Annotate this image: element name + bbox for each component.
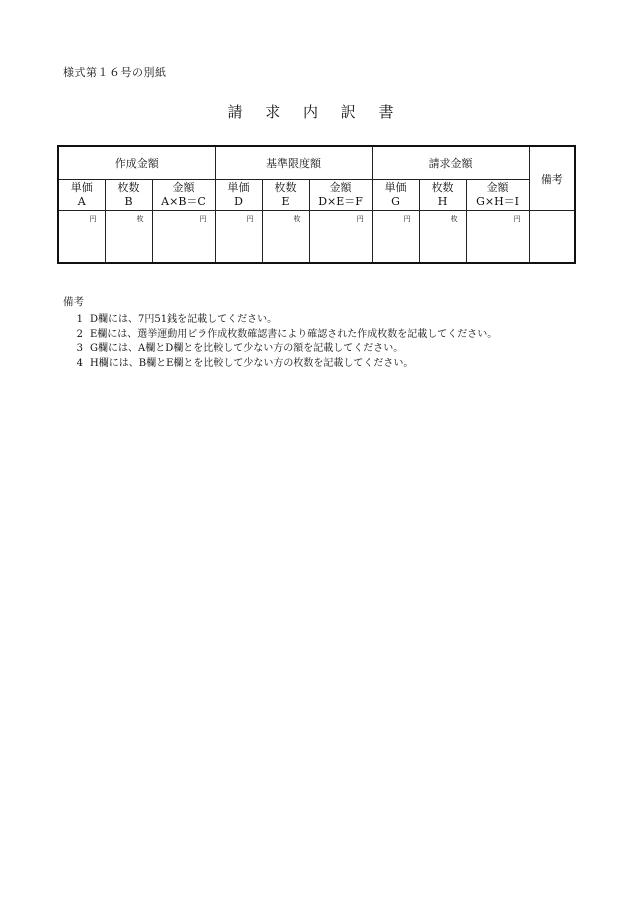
entry-cell-h[interactable]: 枚 xyxy=(419,211,466,264)
note-text: D欄には、7円51銭を記載してください。 xyxy=(90,314,278,325)
notes-heading: 備考 xyxy=(63,296,84,308)
column-header-d: 単価 D xyxy=(215,180,262,211)
column-header-a: 単価 A xyxy=(58,180,105,211)
group-header-claim-amount: 請求金額 xyxy=(372,146,529,180)
note-number: 1 xyxy=(76,314,83,325)
note-text: E欄には、選挙運動用ビラ作成枚数確認書により確認された作成枚数を記載してください。 xyxy=(90,328,498,340)
note-item xyxy=(63,328,497,343)
column-header-g: 単価 G xyxy=(372,180,419,211)
document-title: 請 求 内 訳 書 xyxy=(227,103,403,121)
breakdown-table xyxy=(57,145,576,264)
entry-cell-d[interactable]: 円 xyxy=(215,211,262,264)
note-number: 2 xyxy=(76,328,83,340)
notes-section xyxy=(63,294,497,371)
column-header-e: 枚数 E xyxy=(262,180,309,211)
note-number: 3 xyxy=(76,343,83,354)
column-header-i: 金額 G×H＝I xyxy=(466,180,529,211)
column-header-h: 枚数 H xyxy=(419,180,466,211)
note-text: H欄には、B欄とE欄とを比較して少ない方の枚数を記載してください。 xyxy=(90,357,414,369)
column-header-c: 金額 A×B＝C xyxy=(152,180,215,211)
entry-cell-g[interactable]: 円 xyxy=(372,211,419,264)
entry-cell-remarks[interactable] xyxy=(529,211,575,264)
note-number: 4 xyxy=(76,357,83,369)
note-item xyxy=(63,313,497,328)
entry-cell-e[interactable]: 枚 xyxy=(262,211,309,264)
entry-cell-f[interactable]: 円 xyxy=(309,211,372,264)
column-header-b: 枚数 B xyxy=(105,180,152,211)
group-header-production-amount: 作成金額 xyxy=(58,146,215,180)
entry-cell-i[interactable]: 円 xyxy=(466,211,529,264)
column-header-f: 金額 D×E＝F xyxy=(309,180,372,211)
note-item xyxy=(63,357,497,372)
entry-cell-a[interactable]: 円 xyxy=(58,211,105,264)
group-header-standard-limit: 基準限度額 xyxy=(215,146,372,180)
note-text: G欄には、A欄とD欄とを比較して少ない方の額を記載してください。 xyxy=(90,343,404,354)
note-item xyxy=(63,342,497,357)
form-number-label: 様式第１６号の別紙 xyxy=(63,66,167,79)
remarks-header: 備考 xyxy=(529,146,575,211)
entry-cell-b[interactable]: 枚 xyxy=(105,211,152,264)
entry-cell-c[interactable]: 円 xyxy=(152,211,215,264)
